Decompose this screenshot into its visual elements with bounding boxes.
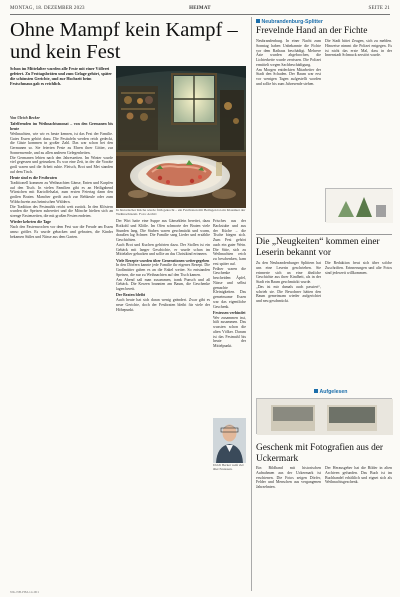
book-photo-image — [257, 399, 393, 435]
article-column-2 — [116, 219, 210, 591]
subheading: Heute sind es die Festbraten — [10, 176, 57, 180]
kicker-aufgelesen — [314, 389, 347, 395]
page-footer-code: NK-NB-HM-14-001 — [10, 590, 39, 594]
paragraph: Neubrandenburg. In einer Nacht zum Sonntag haben Unbekannte die Fichte vor dem Rathaus beschädigt. Mehrere Äste wurden abgebrochen, die Lichterkette wurde zerrissen. Die Polizei ermittelt wegen Sachbeschädigung. — [256, 39, 321, 67]
author-portrait — [213, 418, 246, 463]
square-icon — [256, 19, 260, 23]
paragraph: Traditionell kommen zu Weihnachten Gänse, Enten und Karpfen auf den Tisch. In vielen Familien gibt es an Heiligabend Würstchen mit Kartoffelsalat, zum ersten Feiertag dann den großen Braten. Mancher greift auch zur Rehkeule oder zum Wildschwein aus heimischen Wäldern. — [10, 180, 113, 204]
column-divider — [251, 17, 252, 591]
paragraph: Die Tradition des Festmahls reicht weit zurück. In den Klöstern wurden die Speisen zubereitet und die Mönche hielten sich an strenge Fastenzeiten, die mit großen Festen endeten. — [10, 204, 113, 218]
right-rule-1 — [256, 234, 392, 235]
kicker-text: Aufgelesen — [319, 389, 348, 395]
paragraph: Am Morgen entdeckten Mitarbeiter der Stadt den Schaden. Der Baum war erst vor wenigen Tagen aufgestellt worden und sollte bis zum Jahresende stehen. — [256, 67, 321, 86]
portrait-image — [213, 418, 246, 463]
subheading: Tafelfreuden im Weihnachtsmonat – von den Germanen bis heute — [10, 122, 113, 131]
header-date: MONTAG, 18. DEZEMBER 2023 — [10, 6, 85, 11]
header-rule — [10, 14, 390, 15]
subheading: Der Braten bleibt — [116, 293, 146, 298]
paragraph: Die Redaktion freut sich über solche Zuschriften. Erinnerungen und alte Fotos sind jederzeit willkommen. — [325, 261, 392, 275]
right-image-2 — [256, 398, 392, 434]
paragraph: Nach den Fastenwochen vor dem Fest war die Freude am Essen umso größer. Es wurde gebacken und gebraten, die Kinder bekamen Süßes und Nüsse aus dem Garten. — [10, 225, 113, 239]
kicker-text: Neubrandenburg-Splitter — [261, 19, 323, 25]
paragraph: Der Wirt hatte eine Suppe aus Gänseklein bereitet, dazu Rotkohl und Klöße. Im Ofen schmorte der Braten viele Stunden lang. Die Stuben waren geschmückt und warm, draußen lag Schnee. Die Familie sang Lieder und erzählte Geschichten. — [116, 219, 210, 242]
paragraph: Wer zusammen isst, hält zusammen. Das wussten schon die alten Völker. Darum ist das Festmahl bis heute der Mittelpunkt. — [213, 315, 246, 348]
paragraph: In den Dörfern kannte jede Familie ihr eigenes Rezept. Die Großmütter gaben es an die Enkel weiter. So entstanden Speisen, die nur zu Weihnachten auf den Tisch kamen. — [116, 263, 210, 277]
article-intro: Schon im Mittelalter wurden alle Feste mit einer Völlerei gefeiert. Zu Festtagsbräten und zum Gelage gehört, später die schönsten Gerichte, und zur Hochzeit beim Festschmaus gab es reichlich. — [10, 66, 112, 87]
paragraph: Weihnachten, wie wir es heute kennen, ist das Fest der Familie. Gutes Essen gehört dazu. Die Festtafeln werden reich gedeckt, die Gäste kommen in großer Zahl. Das war schon bei den Germanen so. Sie feierten Feste zu Ehren ihrer Götter, zur Sonnenwende, und zu allen anderen Gelegenheiten. — [10, 131, 113, 155]
square-icon — [314, 389, 318, 393]
paragraph: Der Herausgeber hat die Bilder in alten Archiven gefunden. Das Buch ist im Buchhandel erhältlich und eignet sich als Weihnachtsgeschenk. — [325, 466, 392, 485]
subheading: Festessen verbindet — [213, 310, 246, 315]
right-article-2-col-a — [256, 261, 321, 385]
paragraph: Ein Bildband mit historischen Aufnahmen aus der Uckermark ist erschienen. Die Fotos zeigen Dörfer, Felder und Menschen aus vergangenen Jahrzehnten. — [256, 466, 321, 489]
paragraph: Auch heute hat sich daran wenig geändert. Zwar gibt es neue Gerichte, doch der Festbraten bleibt für viele der Höhepunkt. — [116, 298, 210, 312]
paragraph: Frisches aus der Backstube und aus der Küche – die Tische biegen sich. Zum Fest gehört auch ein guter Wein. Die Sitte, sich zu Weihnachten reich zu beschenken, kam erst später auf. — [213, 219, 246, 266]
right-article-3-col-b — [325, 466, 392, 590]
right-article-1-col-b — [325, 39, 392, 186]
right-headline-3: Geschenk mit Fotografien aus der Uckermark — [256, 443, 384, 464]
paragraph: Von Ulrich Becker — [10, 116, 40, 120]
right-headline-1: Frevelnde Hand an der Fichte — [256, 26, 368, 36]
headline: Ohne Mampf kein Kampf – und kein Fest — [10, 19, 238, 63]
paragraph: Zu den Neubrandenburger Splittern hat uns eine Leserin geschrieben. Sie erinnerte sich an eine ähnliche Geschichte aus ihrer Kindheit, als in der Stadt ein Baum geschmückt wurde. — [256, 261, 321, 284]
paragraph: Am Abend saß man zusammen, trank Punsch und aß Gebäck. Die Kerzen brannten am Baum, die Geschenke lagen bereit. — [116, 277, 210, 291]
paragraph: „Das ist mir damals auch passiert“, schrieb sie. Die Bewohner hätten den Baum gemeinsam wieder aufgerichtet und neu geschmückt. — [256, 284, 321, 303]
right-image-1 — [325, 188, 392, 222]
portrait-caption: Ulrich Becker weiß viel über Festessen. — [213, 463, 244, 471]
header-page: SEITE 21 — [368, 6, 390, 11]
photo-caption: In historischer Küche wurde früh gekocht – ein Festbraten mit Beilagen ist ein Klassiker der Weihnachtszeit. Foto: Archiv — [116, 208, 246, 217]
right-article-3-col-a — [256, 466, 321, 590]
subheading: Wieder kehrten die Tage — [10, 220, 51, 225]
article-column-3 — [213, 219, 246, 415]
header-section: HEIMAT — [189, 6, 211, 11]
article-photo — [116, 66, 246, 208]
paragraph: Die Germanen lebten nach den Jahreszeiten. Im Winter wurde viel gegessen und getrunken. Es war eine Zeit, in der die Vorräte groß waren und die Arbeit ruhte. Fleisch, Brot und Met standen auf dem Tisch. — [10, 155, 113, 174]
article-column-1 — [10, 116, 113, 591]
right-headline-2: Die „Neugkeiten“ kommen einer Leserin bekannt vor — [256, 237, 380, 258]
paragraph: Früher waren die Geschenke bescheiden: Äpfel, Nüsse und selbst gemachte Kleinigkeiten. Das gemeinsame Essen war das eigentliche Geschenk. — [213, 266, 246, 309]
right-article-1-col-a — [256, 39, 321, 229]
paragraph: Auch Brot und Kuchen gehörten dazu. Der Stollen ist ein Gebäck mit langer Geschichte, er wurde schon im Mittelalter gebacken und sollte an das Christkind erinnern. — [116, 242, 210, 257]
illustration-image — [326, 189, 393, 223]
kicker-neubrandenburg-splitter — [256, 19, 323, 25]
paragraph: Die Stadt bittet Zeugen, sich zu melden. Hinweise nimmt die Polizei entgegen. Es ist nicht das erste Mal, dass in der Innenstadt Schmuck zerstört wurde. — [325, 39, 392, 58]
right-article-2-col-b — [325, 261, 392, 385]
subheading: Viele Rezepte wurden über Generationen weitergegeben — [116, 258, 210, 263]
kitchen-photo-image — [116, 66, 246, 208]
